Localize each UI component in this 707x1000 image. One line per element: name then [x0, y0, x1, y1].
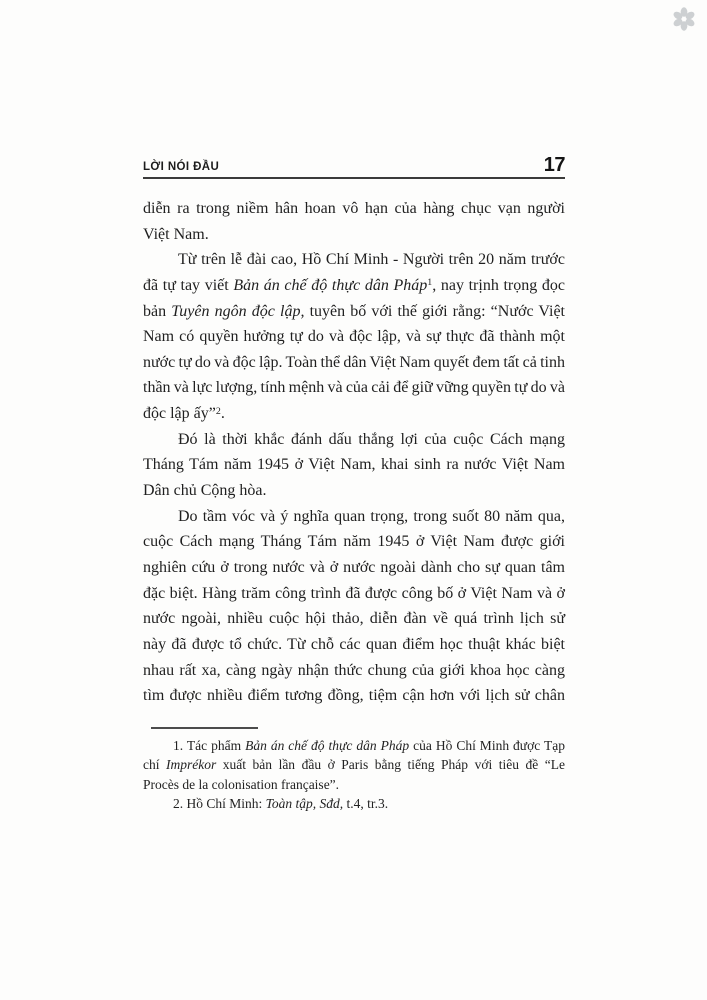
footnotes: [143, 736, 565, 814]
body-line: Tháng Tám năm 1945 ở Việt Nam, khai sinh ra nước Việt Nam: [143, 456, 565, 474]
footnote-line: chí Imprékor xuất bản lần đầu ở Paris bằng tiếng Pháp với tiêu đề “Le: [143, 757, 565, 773]
page-number: 17: [543, 154, 565, 176]
body-line: bản Tuyên ngôn độc lập, tuyên bố với thế giới rằng: “Nước Việt: [143, 302, 566, 320]
body-line: nước ngoài, nhiều cuộc hội thảo, diễn đàn về quá trình lịch sử: [143, 610, 565, 628]
body-line: Việt Nam.: [143, 225, 209, 243]
running-header-title: LỜI NÓI ĐẦU: [143, 161, 220, 173]
flower-ornament-icon: [671, 6, 697, 32]
body-line: Đó là thời khắc đánh dấu thắng lợi của cuộc Cách mạng: [178, 430, 565, 448]
body-line: Do tầm vóc và ý nghĩa quan trọng, trong suốt 80 năm qua,: [178, 507, 565, 525]
body-line: độc lập ấy”$^2$.: [143, 405, 225, 423]
body-text: [143, 196, 565, 709]
body-line: Dân chủ Cộng hòa.: [143, 482, 267, 500]
footnote-line: Procès de la colonisation française”.: [143, 776, 340, 792]
body-line: thần và lực lượng, tính mệnh và của cải để giữ vững quyền tự do và: [143, 379, 566, 397]
footnote-separator: [151, 727, 258, 729]
footnote-line: 2. Hồ Chí Minh: Toàn tập, Sđd, t.4, tr.3.: [173, 796, 389, 812]
body-line: nước tự do và độc lập. Toàn thể dân Việt Nam quyết đem tất cả tinh: [143, 353, 566, 371]
body-line: Từ trên lễ đài cao, Hồ Chí Minh - Người trên 20 năm trước: [178, 251, 565, 269]
footnote-line: 1. Tác phẩm Bản án chế độ thực dân Pháp của Hồ Chí Minh được Tạp: [173, 738, 565, 753]
body-line: đặc biệt. Hàng trăm công trình đã được công bố ở Việt Nam và ở: [143, 584, 565, 602]
body-line: nghiên cứu ở trong nước và ở nước ngoài dành cho sự quan tâm: [143, 558, 565, 576]
body-line: Nam có quyền hưởng tự do và độc lập, và sự thực đã thành một: [143, 328, 565, 346]
header-rule: [143, 177, 565, 179]
body-line: nhau rất xa, càng ngày nhận thức chung của giới khoa học càng: [143, 661, 565, 679]
body-line: diễn ra trong niềm hân hoan vô hạn của hàng chục vạn người: [143, 200, 565, 217]
body-line: đã tự tay viết Bản án chế độ thực dân Pháp$^1$, nay trịnh trọng đọc: [143, 276, 565, 294]
body-line: tìm được nhiều điểm tương đồng, tiệm cận hơn với lịch sử chân: [143, 687, 565, 705]
body-line: này đã được tổ chức. Từ chỗ các quan điểm học thuật khác biệt: [143, 635, 565, 653]
running-header: [143, 148, 565, 175]
body-line: cuộc Cách mạng Tháng Tám năm 1945 ở Việt Nam được giới: [143, 533, 565, 551]
